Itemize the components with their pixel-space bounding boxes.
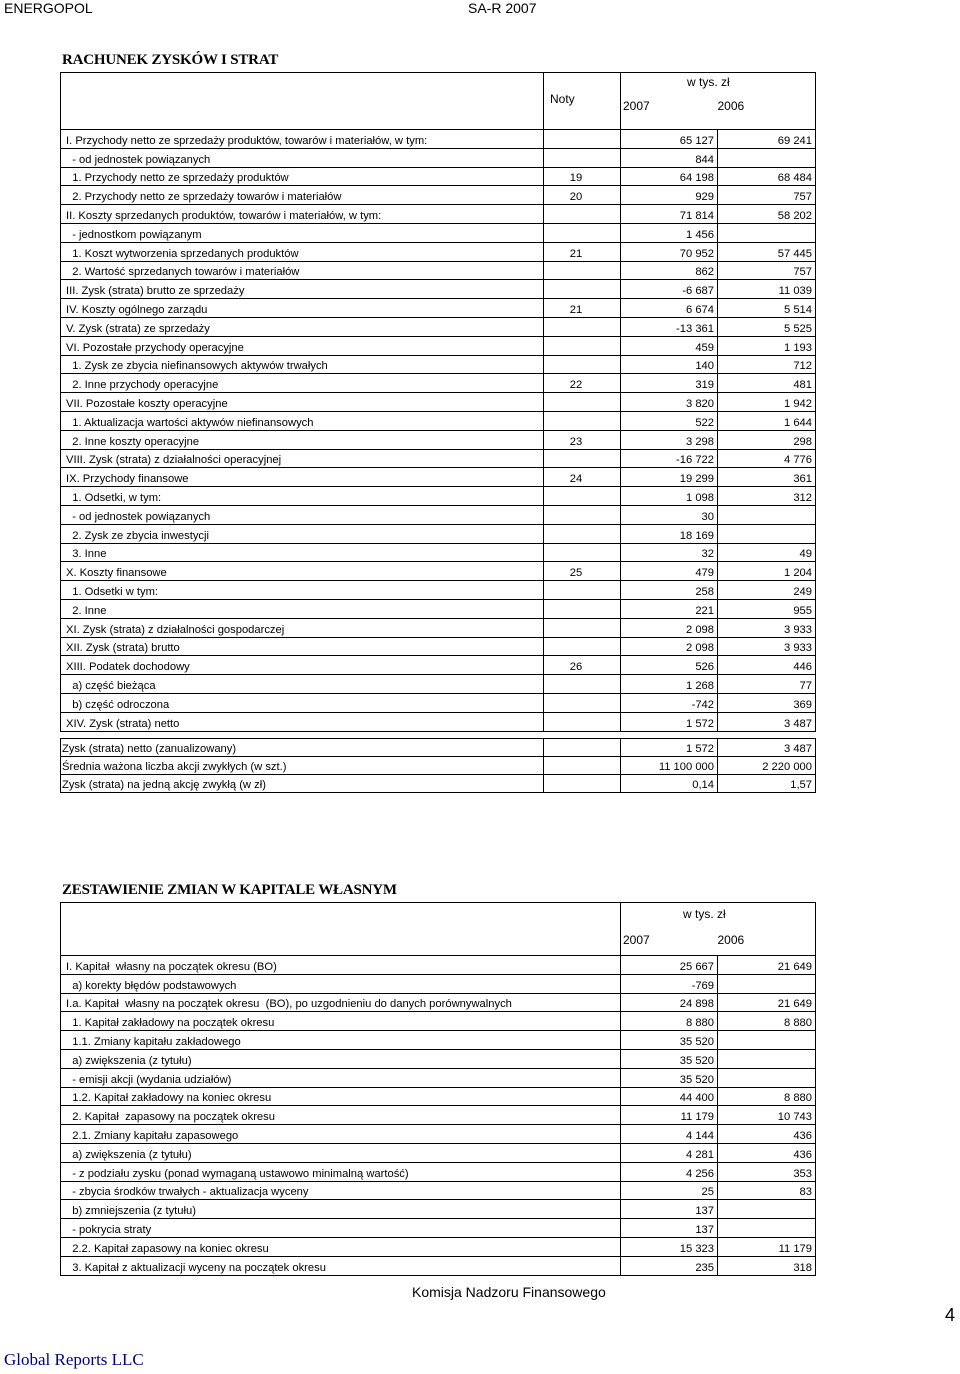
value-2006: 1 942: [718, 393, 816, 412]
table-row: [61, 487, 816, 506]
equity-value-2006: 10 743: [718, 1106, 816, 1125]
table-row: [61, 656, 816, 675]
row-label: VII. Pozostałe koszty operacyjne: [61, 393, 544, 412]
equity-header-blank: [61, 903, 621, 956]
table-row: [61, 148, 816, 167]
table-row: [61, 1219, 816, 1238]
row-note: [544, 543, 621, 562]
summary-value-2006: 2 220 000: [718, 757, 816, 775]
table-row: [61, 562, 816, 581]
value-2006: [718, 505, 816, 524]
summary-value-2007: 0,14: [621, 775, 718, 793]
table-row: [61, 223, 816, 242]
equity-value-2006: [718, 1068, 816, 1087]
table-row: [61, 336, 816, 355]
table-row: [61, 505, 816, 524]
equity-value-2007: 25: [621, 1181, 718, 1200]
equity-value-2006: [718, 1049, 816, 1068]
value-2007: 65 127: [621, 130, 718, 149]
row-label: 1. Odsetki w tym:: [61, 581, 544, 600]
value-2007: 18 169: [621, 524, 718, 543]
value-2006: 1 193: [718, 336, 816, 355]
value-2007: 71 814: [621, 205, 718, 224]
row-label: 1. Odsetki, w tym:: [61, 487, 544, 506]
table-row: [61, 543, 816, 562]
footer-authority: Komisja Nadzoru Finansowego: [412, 1284, 606, 1300]
row-note: [544, 599, 621, 618]
table-row: [61, 693, 816, 712]
row-note: [544, 618, 621, 637]
income-statement-table: [60, 72, 816, 732]
value-2006: 361: [718, 468, 816, 487]
row-note: [544, 693, 621, 712]
summary-note-blank: [544, 739, 621, 757]
summary-note-blank: [544, 757, 621, 775]
page-number: 4: [945, 1305, 956, 1325]
value-2007: 459: [621, 336, 718, 355]
equity-year-2006-label: 2006: [717, 933, 745, 947]
table-row: [61, 1200, 816, 1219]
row-note: [544, 205, 621, 224]
row-label: 2. Inne koszty operacyjne: [61, 430, 544, 449]
notes-label: Noty: [550, 92, 575, 106]
row-label: III. Zysk (strata) brutto ze sprzedaży: [61, 280, 544, 299]
footer-brand: Global Reports LLC: [4, 1350, 144, 1369]
equity-value-2006: 353: [718, 1162, 816, 1181]
summary-note-blank: [544, 775, 621, 793]
row-note: [544, 223, 621, 242]
summary-label: Zysk (strata) na jedną akcję zwykłą (w zł): [61, 775, 544, 793]
value-2007: 140: [621, 355, 718, 374]
table-row: [61, 1012, 816, 1031]
table-row: [61, 355, 816, 374]
row-label: 3. Inne: [61, 543, 544, 562]
equity-value-2006: 436: [718, 1143, 816, 1162]
row-note: [544, 148, 621, 167]
value-2007: 6 674: [621, 299, 718, 318]
value-2006: 58 202: [718, 205, 816, 224]
row-label: - od jednostek powiązanych: [61, 505, 544, 524]
equity-value-2007: 137: [621, 1200, 718, 1219]
equity-value-2006: [718, 1031, 816, 1050]
equity-value-2006: [718, 1219, 816, 1238]
table-row: [61, 712, 816, 731]
equity-value-2007: 15 323: [621, 1237, 718, 1256]
equity-value-2006: 11 179: [718, 1237, 816, 1256]
value-2006: 3 933: [718, 618, 816, 637]
row-label: - od jednostek powiązanych: [61, 148, 544, 167]
equity-value-2007: 24 898: [621, 993, 718, 1012]
row-note: [544, 487, 621, 506]
row-note: [544, 336, 621, 355]
summary-value-2006: 3 487: [718, 739, 816, 757]
value-2007: 32: [621, 543, 718, 562]
value-2007: 929: [621, 186, 718, 205]
value-2006: 57 445: [718, 242, 816, 261]
value-2006: [718, 524, 816, 543]
table-row: [61, 599, 816, 618]
value-2006: [718, 148, 816, 167]
row-label: I. Przychody netto ze sprzedaży produktów, towarów i materiałów, w tym:: [61, 130, 544, 149]
value-2007: 2 098: [621, 637, 718, 656]
row-label: 1. Aktualizacja wartości aktywów niefinansowych: [61, 411, 544, 430]
value-2007: 258: [621, 581, 718, 600]
row-note: 23: [544, 430, 621, 449]
table-row: [61, 675, 816, 694]
row-note: [544, 712, 621, 731]
value-2006: 3 933: [718, 637, 816, 656]
row-note: 24: [544, 468, 621, 487]
table-row: [61, 449, 816, 468]
table-row: [61, 1106, 816, 1125]
row-note: [544, 637, 621, 656]
unit-label: w tys. zł: [687, 75, 730, 89]
equity-changes-table: [60, 902, 816, 1276]
value-2006: 3 487: [718, 712, 816, 731]
row-note: [544, 524, 621, 543]
value-2007: 1 098: [621, 487, 718, 506]
equity-value-2006: 8 880: [718, 1012, 816, 1031]
value-2006: 481: [718, 374, 816, 393]
equity-value-2007: 8 880: [621, 1012, 718, 1031]
value-2006: 955: [718, 599, 816, 618]
value-2007: 70 952: [621, 242, 718, 261]
row-note: [544, 675, 621, 694]
value-2006: 757: [718, 186, 816, 205]
value-2006: 369: [718, 693, 816, 712]
value-2006: [718, 223, 816, 242]
value-2006: 1 204: [718, 562, 816, 581]
equity-value-2006: [718, 1200, 816, 1219]
equity-row-label: b) zmniejszenia (z tytułu): [61, 1200, 621, 1219]
value-2007: 1 572: [621, 712, 718, 731]
row-label: XIII. Podatek dochodowy: [61, 656, 544, 675]
row-note: [544, 130, 621, 149]
report-type: SA-R 2007: [468, 0, 537, 16]
table-row: [61, 1031, 816, 1050]
table-row: [61, 1237, 816, 1256]
summary-value-2006: 1,57: [718, 775, 816, 793]
table-row: [61, 317, 816, 336]
equity-row-label: 1.1. Zmiany kapitału zakładowego: [61, 1031, 621, 1050]
value-2007: -6 687: [621, 280, 718, 299]
equity-row-label: - pokrycia straty: [61, 1219, 621, 1238]
row-label: VI. Pozostałe przychody operacyjne: [61, 336, 544, 355]
equity-row-label: 1. Kapitał zakładowy na początek okresu: [61, 1012, 621, 1031]
equity-year-2007-label: 2007: [623, 933, 650, 947]
table-row: [61, 430, 816, 449]
equity-value-2007: 35 520: [621, 1031, 718, 1050]
equity-row-label: I.a. Kapitał własny na początek okresu (BO), po uzgodnieniu do danych porównywalnych: [61, 993, 621, 1012]
row-label: - jednostkom powiązanym: [61, 223, 544, 242]
equity-row-label: 2. Kapitał zapasowy na początek okresu: [61, 1106, 621, 1125]
value-2006: 5 525: [718, 317, 816, 336]
row-label: b) część odroczona: [61, 693, 544, 712]
notes-header: [544, 73, 621, 130]
row-note: [544, 505, 621, 524]
value-2007: 1 456: [621, 223, 718, 242]
value-2006: 712: [718, 355, 816, 374]
table-row: [61, 130, 816, 149]
value-2006: 5 514: [718, 299, 816, 318]
value-2007: 844: [621, 148, 718, 167]
year-2006-label: 2006: [717, 99, 745, 113]
row-note: [544, 449, 621, 468]
row-note: [544, 581, 621, 600]
table-row: [61, 581, 816, 600]
value-2006: 298: [718, 430, 816, 449]
row-label: 2. Zysk ze zbycia inwestycji: [61, 524, 544, 543]
equity-row-label: a) zwiększenia (z tytułu): [61, 1143, 621, 1162]
table-row: [61, 1143, 816, 1162]
income-header-row: [61, 73, 816, 130]
value-2006: 68 484: [718, 167, 816, 186]
income-statement-title: RACHUNEK ZYSKÓW I STRAT: [62, 52, 279, 68]
table-row: [61, 205, 816, 224]
table-row: [61, 637, 816, 656]
row-label: X. Koszty finansowe: [61, 562, 544, 581]
equity-value-2007: 44 400: [621, 1087, 718, 1106]
row-label: 2. Inne: [61, 599, 544, 618]
table-row: [61, 1125, 816, 1144]
table-row: [61, 1256, 816, 1275]
table-row: [61, 1181, 816, 1200]
row-note: [544, 411, 621, 430]
row-note: [544, 261, 621, 280]
equity-year2-header: [718, 903, 816, 956]
equity-value-2007: 35 520: [621, 1049, 718, 1068]
equity-row-label: - zbycia środków trwałych - aktualizacja wyceny: [61, 1181, 621, 1200]
row-label: 1. Zysk ze zbycia niefinansowych aktywów trwałych: [61, 355, 544, 374]
equity-value-2007: 25 667: [621, 956, 718, 975]
table-row: [61, 524, 816, 543]
equity-row-label: 1.2. Kapitał zakładowy na koniec okresu: [61, 1087, 621, 1106]
table-row: [61, 1049, 816, 1068]
table-row: [61, 1162, 816, 1181]
equity-row-label: 3. Kapitał z aktualizacji wyceny na początek okresu: [61, 1256, 621, 1275]
header-blank: [61, 73, 544, 130]
equity-value-2006: 21 649: [718, 956, 816, 975]
row-label: a) część bieżąca: [61, 675, 544, 694]
equity-value-2007: 235: [621, 1256, 718, 1275]
equity-value-2006: 436: [718, 1125, 816, 1144]
value-2006: 757: [718, 261, 816, 280]
table-row: [61, 757, 816, 775]
equity-value-2007: 137: [621, 1219, 718, 1238]
table-row: [61, 242, 816, 261]
equity-row-label: a) korekty błędów podstawowych: [61, 974, 621, 993]
value-2006: 446: [718, 656, 816, 675]
value-2006: 249: [718, 581, 816, 600]
value-2007: 221: [621, 599, 718, 618]
row-note: [544, 317, 621, 336]
row-label: 2. Inne przychody operacyjne: [61, 374, 544, 393]
value-2007: 3 298: [621, 430, 718, 449]
summary-value-2007: 11 100 000: [621, 757, 718, 775]
value-2007: 19 299: [621, 468, 718, 487]
value-2007: 64 198: [621, 167, 718, 186]
value-2007: 3 820: [621, 393, 718, 412]
row-label: 1. Koszt wytworzenia sprzedanych produktów: [61, 242, 544, 261]
table-row: [61, 739, 816, 757]
equity-year1-header: [621, 903, 726, 956]
per-share-summary-table: [60, 738, 816, 793]
summary-value-2007: 1 572: [621, 739, 718, 757]
row-label: V. Zysk (strata) ze sprzedaży: [61, 317, 544, 336]
value-2006: 312: [718, 487, 816, 506]
value-2007: 479: [621, 562, 718, 581]
row-note: 21: [544, 299, 621, 318]
table-row: [61, 775, 816, 793]
equity-value-2006: 318: [718, 1256, 816, 1275]
table-row: [61, 1087, 816, 1106]
row-label: VIII. Zysk (strata) z działalności operacyjnej: [61, 449, 544, 468]
table-row: [61, 618, 816, 637]
equity-value-2007: 35 520: [621, 1068, 718, 1087]
row-note: 21: [544, 242, 621, 261]
row-label: XI. Zysk (strata) z działalności gospodarczej: [61, 618, 544, 637]
equity-value-2006: 21 649: [718, 993, 816, 1012]
value-2007: 526: [621, 656, 718, 675]
equity-unit-label: w tys. zł: [683, 907, 726, 921]
row-note: 19: [544, 167, 621, 186]
equity-value-2007: 4 256: [621, 1162, 718, 1181]
table-row: [61, 974, 816, 993]
equity-row-label: - z podziału zysku (ponad wymaganą ustawowo minimalną wartość): [61, 1162, 621, 1181]
row-label: 1. Przychody netto ze sprzedaży produktów: [61, 167, 544, 186]
value-2006: 1 644: [718, 411, 816, 430]
year-2007-label: 2007: [623, 99, 650, 113]
row-note: [544, 355, 621, 374]
row-label: II. Koszty sprzedanych produktów, towarów i materiałów, w tym:: [61, 205, 544, 224]
equity-value-2007: 4 281: [621, 1143, 718, 1162]
value-2007: -13 361: [621, 317, 718, 336]
value-2007: 862: [621, 261, 718, 280]
row-label: 2. Przychody netto ze sprzedaży towarów i materiałów: [61, 186, 544, 205]
equity-row-label: a) zwiększenia (z tytułu): [61, 1049, 621, 1068]
summary-label: Średnia ważona liczba akcji zwykłych (w szt.): [61, 757, 544, 775]
table-row: [61, 1068, 816, 1087]
table-row: [61, 280, 816, 299]
row-note: [544, 393, 621, 412]
value-2007: 319: [621, 374, 718, 393]
row-note: 20: [544, 186, 621, 205]
value-2007: 2 098: [621, 618, 718, 637]
value-2007: 522: [621, 411, 718, 430]
equity-value-2007: 11 179: [621, 1106, 718, 1125]
value-2007: 30: [621, 505, 718, 524]
equity-value-2007: -769: [621, 974, 718, 993]
table-row: [61, 468, 816, 487]
table-row: [61, 186, 816, 205]
row-label: XII. Zysk (strata) brutto: [61, 637, 544, 656]
table-row: [61, 393, 816, 412]
value-2006: 49: [718, 543, 816, 562]
row-note: 22: [544, 374, 621, 393]
equity-row-label: 2.1. Zmiany kapitału zapasowego: [61, 1125, 621, 1144]
equity-value-2006: 83: [718, 1181, 816, 1200]
value-2006: 77: [718, 675, 816, 694]
row-note: 25: [544, 562, 621, 581]
equity-value-2006: [718, 974, 816, 993]
table-row: [61, 993, 816, 1012]
value-2006: 69 241: [718, 130, 816, 149]
row-label: IV. Koszty ogólnego zarządu: [61, 299, 544, 318]
equity-value-2006: 8 880: [718, 1087, 816, 1106]
value-2006: 11 039: [718, 280, 816, 299]
table-row: [61, 411, 816, 430]
row-note: [544, 280, 621, 299]
value-2007: -742: [621, 693, 718, 712]
equity-header-row: [61, 903, 816, 956]
equity-changes-title: ZESTAWIENIE ZMIAN W KAPITALE WŁASNYM: [62, 882, 397, 898]
value-2007: 1 268: [621, 675, 718, 694]
company-name: ENERGOPOL: [4, 0, 93, 16]
table-row: [61, 374, 816, 393]
equity-row-label: - emisji akcji (wydania udziałów): [61, 1068, 621, 1087]
value-2007: -16 722: [621, 449, 718, 468]
summary-label: Zysk (strata) netto (zanualizowany): [61, 739, 544, 757]
row-label: XIV. Zysk (strata) netto: [61, 712, 544, 731]
row-label: IX. Przychody finansowe: [61, 468, 544, 487]
table-row: [61, 167, 816, 186]
table-row: [61, 261, 816, 280]
equity-value-2007: 4 144: [621, 1125, 718, 1144]
equity-row-label: 2.2. Kapitał zapasowy na koniec okresu: [61, 1237, 621, 1256]
equity-row-label: I. Kapitał własny na początek okresu (BO): [61, 956, 621, 975]
year2-header: [718, 73, 816, 130]
row-note: 26: [544, 656, 621, 675]
year1-header: [621, 73, 730, 130]
table-row: [61, 299, 816, 318]
value-2006: 4 776: [718, 449, 816, 468]
table-row: [61, 956, 816, 975]
row-label: 2. Wartość sprzedanych towarów i materiałów: [61, 261, 544, 280]
